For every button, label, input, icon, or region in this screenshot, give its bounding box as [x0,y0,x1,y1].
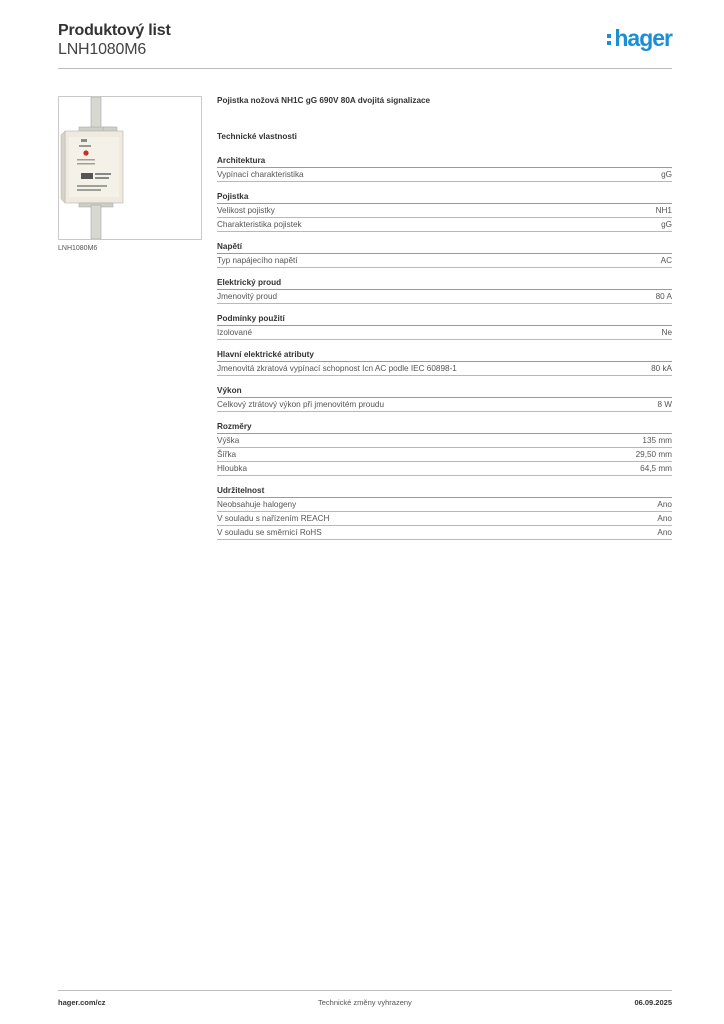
footer-date: 06.09.2025 [634,998,672,1007]
spec-section [217,385,672,412]
spec-row [217,204,672,218]
spec-section [217,155,672,182]
spec-value: 29,50 mm [635,450,672,459]
spec-section [217,313,672,340]
spec-row [217,498,672,512]
spec-row [217,512,672,526]
spec-value: 64,5 mm [640,464,672,473]
product-name: Pojistka nožová NH1C gG 690V 80A dvojitá signalizace [217,96,431,105]
fuse-illustration [59,97,201,239]
section-title: Výkon [217,385,672,398]
spec-value: 8 W [657,400,672,409]
spec-label: Typ napájecího napětí [217,256,298,265]
spec-label: Neobsahuje halogeny [217,500,297,509]
page-footer [58,998,672,1010]
spec-row [217,448,672,462]
section-title: Elektrický proud [217,277,672,290]
logo-text: hager [614,25,672,51]
doc-title: Produktový list [58,22,171,39]
spec-label: Výška [217,436,240,445]
spec-row [217,526,672,540]
section-title: Rozměry [217,421,672,434]
spec-value: 80 A [655,292,672,301]
product-image [58,96,202,240]
spec-section [217,485,672,540]
hager-logo [607,27,672,50]
spec-value: 80 kA [651,364,672,373]
section-title: Napětí [217,241,672,254]
spec-row [217,398,672,412]
spec-label: Jmenovitý proud [217,292,278,301]
spec-row [217,462,672,476]
spec-label: Charakteristika pojistek [217,220,302,229]
spec-label: V souladu s nařízením REACH [217,514,330,523]
spec-value: AC [660,256,672,265]
spec-label: Jmenovitá zkratová vypínací schopnost Icn AC podle IEC 60898-1 [217,364,457,373]
spec-label: V souladu se směrnicí RoHS [217,528,322,537]
spec-row [217,254,672,268]
spec-row [217,218,672,232]
spec-value: Ano [657,528,672,537]
spec-label: Celkový ztrátový výkon při jmenovitém proudu [217,400,385,409]
spec-row [217,434,672,448]
spec-row [217,326,672,340]
image-caption: LNH1080M6 [58,245,98,252]
footer-divider [58,990,672,991]
spec-section [217,191,672,232]
spec-value: Ne [661,328,672,337]
spec-value: 135 mm [642,436,672,445]
spec-row [217,168,672,182]
spec-section [217,277,672,304]
spec-label: Vypínací charakteristika [217,170,304,179]
section-title: Hlavní elektrické atributy [217,349,672,362]
spec-label: Izolované [217,328,253,337]
page-header [58,22,672,70]
section-title: Udržitelnost [217,485,672,498]
spec-section [217,421,672,476]
spec-value: gG [661,220,672,229]
section-title: Pojistka [217,191,672,204]
spec-row [217,290,672,304]
spec-content [217,96,672,540]
spec-value: Ano [657,500,672,509]
spec-value: NH1 [655,206,672,215]
spec-section [217,349,672,376]
header-divider [58,68,672,69]
section-title: Architektura [217,155,672,168]
spec-row [217,362,672,376]
section-title: Podmínky použití [217,313,672,326]
footer-website-link[interactable]: hager.com/cz [58,998,106,1007]
logo-dots-icon [607,31,612,47]
spec-value: gG [661,170,672,179]
spec-label: Šířka [217,450,237,459]
spec-value: Ano [657,514,672,523]
tech-heading: Technické vlastnosti [217,132,297,141]
spec-section [217,241,672,268]
spec-label: Hloubka [217,464,248,473]
footer-disclaimer: Technické změny vyhrazeny [318,998,412,1007]
doc-subtitle: LNH1080M6 [58,41,147,58]
spec-label: Velikost pojistky [217,206,275,215]
